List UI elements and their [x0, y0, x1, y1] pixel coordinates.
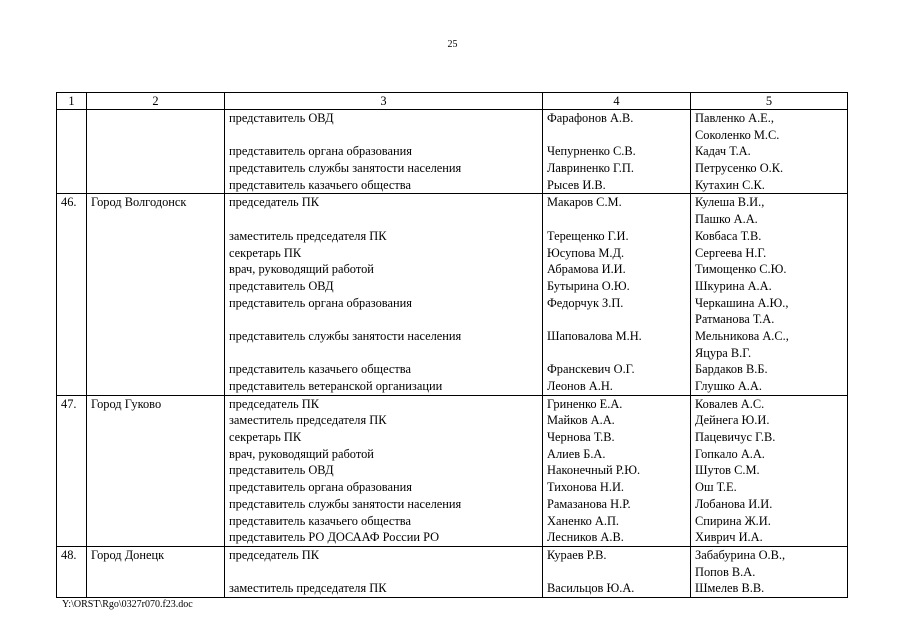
reserves-cell — [691, 110, 848, 194]
spacer-line — [229, 311, 542, 328]
role-text: представитель органа образования — [229, 480, 412, 495]
reserves-cell — [691, 395, 848, 546]
reserve-name: Шкурина А.А. — [695, 278, 772, 293]
column-header-5: 5 — [691, 93, 848, 110]
file-path-footer: Y:\ORST\Rgo\0327r070.f23.doc — [62, 599, 193, 610]
member-name: Чернова Т.В. — [547, 430, 615, 445]
reserve-name: Тимощенко С.Ю. — [695, 262, 787, 277]
reserve-name: Ковбаса Т.В. — [695, 228, 762, 243]
member-name: Лесников А.В. — [547, 530, 624, 545]
table-body — [57, 110, 848, 598]
reserve-name: Хиврич И.А. — [695, 530, 763, 545]
reserves-cell — [691, 194, 848, 395]
spacer-line — [547, 127, 690, 144]
members-cell — [543, 395, 691, 546]
role-text: представитель ОВД — [229, 111, 334, 125]
role-text: представитель ОВД — [229, 463, 334, 478]
reserve-name: Шмелев В.В. — [695, 581, 765, 596]
table-row — [57, 110, 848, 194]
spacer-line — [229, 345, 542, 362]
member-name: Ханенко А.П. — [547, 513, 619, 528]
spacer-line — [547, 564, 690, 581]
roles-cell — [225, 194, 543, 395]
roles-cell — [225, 395, 543, 546]
municipality-name — [87, 110, 225, 194]
role-text: представитель казачьего общества — [229, 513, 411, 528]
members-cell — [543, 110, 691, 194]
reserves-cell — [691, 546, 848, 597]
row-number: 47. — [57, 395, 87, 546]
reserve-name: Соколенко М.С. — [695, 127, 780, 142]
spacer-line — [547, 345, 690, 362]
members-cell — [543, 546, 691, 597]
reserve-name: Мельникова А.С., — [695, 328, 789, 343]
reserve-name: Шутов С.М. — [695, 463, 760, 478]
member-name: Рысев И.В. — [547, 177, 606, 192]
reserve-name: Лобанова И.И. — [695, 496, 773, 511]
role-text: заместитель председателя ПК — [229, 581, 387, 596]
role-text: представитель РО ДОСААФ России РО — [229, 530, 440, 545]
role-text: представитель органа образования — [229, 144, 412, 159]
row-number: 46. — [57, 194, 87, 395]
role-text: секретарь ПК — [229, 245, 302, 260]
reserve-name: Пацевичус Г.В. — [695, 430, 776, 445]
role-text: представитель службы занятости населения — [229, 328, 462, 343]
reserve-name: Ковалев А.С. — [695, 396, 765, 411]
member-name: Фарафонов А.В. — [547, 111, 634, 125]
reserve-name: Бардаков В.Б. — [695, 362, 768, 377]
member-name: Терещенко Г.И. — [547, 228, 629, 243]
reserve-name: Глушко А.А. — [695, 379, 762, 393]
commission-table — [56, 92, 848, 598]
roles-cell — [225, 110, 543, 194]
reserve-name: Спирина Ж.И. — [695, 513, 771, 528]
role-text: представитель казачьего общества — [229, 177, 411, 192]
reserve-name: Петрусенко О.К. — [695, 161, 784, 176]
reserve-name: Кадач Т.А. — [695, 144, 751, 159]
reserve-name: Ратманова Т.А. — [695, 312, 775, 327]
members-cell — [543, 194, 691, 395]
member-name: Тихонова Н.И. — [547, 480, 625, 495]
reserve-name: Ош Т.Е. — [695, 480, 737, 495]
role-text: врач, руководящий работой — [229, 446, 374, 461]
reserve-name: Павленко А.Е., — [695, 111, 774, 125]
spacer-line — [547, 311, 690, 328]
role-text: представитель казачьего общества — [229, 362, 411, 377]
member-name: Кураев Р.В. — [547, 547, 607, 562]
reserve-name: Пашко А.А. — [695, 212, 758, 227]
member-name: Наконечный Р.Ю. — [547, 463, 641, 478]
reserve-name: Дейнега Ю.И. — [695, 413, 770, 428]
member-name: Гриненко Е.А. — [547, 396, 623, 411]
roles-cell — [225, 546, 543, 597]
column-header-3: 3 — [225, 93, 543, 110]
role-text: председатель ПК — [229, 396, 319, 411]
role-text: председатель ПК — [229, 547, 319, 562]
header-row — [57, 93, 848, 110]
member-name: Шаповалова М.Н. — [547, 328, 642, 343]
member-name: Франскевич О.Г. — [547, 362, 635, 377]
role-text: представитель ОВД — [229, 278, 334, 293]
reserve-name: Черкашина А.Ю., — [695, 295, 789, 310]
member-name: Макаров С.М. — [547, 195, 622, 210]
spacer-line — [229, 211, 542, 228]
reserve-name: Сергеева Н.Г. — [695, 245, 767, 260]
member-name: Лавриненко Г.П. — [547, 161, 634, 176]
member-name: Алиев Б.А. — [547, 446, 606, 461]
member-name: Федорчук З.П. — [547, 295, 624, 310]
spacer-line — [547, 211, 690, 228]
reserve-name: Гопкало А.А. — [695, 446, 765, 461]
column-header-2: 2 — [87, 93, 225, 110]
reserve-name: Забабурина О.В., — [695, 547, 786, 562]
reserve-name: Попов В.А. — [695, 564, 756, 579]
table-row — [57, 194, 848, 395]
spacer-line — [229, 127, 542, 144]
role-text: представитель службы занятости населения — [229, 161, 462, 176]
role-text: председатель ПК — [229, 195, 319, 210]
member-name: Абрамова И.И. — [547, 262, 626, 277]
role-text: представитель ветеранской организации — [229, 379, 443, 393]
role-text: врач, руководящий работой — [229, 262, 374, 277]
row-number — [57, 110, 87, 194]
role-text: представитель органа образования — [229, 295, 412, 310]
member-name: Рамазанова Н.Р. — [547, 496, 631, 511]
table-row — [57, 395, 848, 546]
member-name: Юсупова М.Д. — [547, 245, 625, 260]
row-number: 48. — [57, 546, 87, 597]
role-text: заместитель председателя ПК — [229, 228, 387, 243]
municipality-name: Город Гуково — [87, 395, 225, 546]
member-name: Бутырина О.Ю. — [547, 278, 630, 293]
member-name: Чепурненко С.В. — [547, 144, 636, 159]
member-name: Васильцов Ю.А. — [547, 581, 635, 596]
member-name: Майков А.А. — [547, 413, 615, 428]
role-text: представитель службы занятости населения — [229, 496, 462, 511]
table-row — [57, 546, 848, 597]
page-number: 25 — [447, 39, 458, 50]
role-text: заместитель председателя ПК — [229, 413, 387, 428]
municipality-name: Город Донецк — [87, 546, 225, 597]
member-name: Леонов А.Н. — [547, 379, 613, 393]
reserve-name: Кутахин С.К. — [695, 177, 765, 192]
reserve-name: Кулеша В.И., — [695, 195, 765, 210]
reserve-name: Яцура В.Г. — [695, 345, 752, 360]
column-header-1: 1 — [57, 93, 87, 110]
role-text: секретарь ПК — [229, 430, 302, 445]
spacer-line — [229, 564, 542, 581]
column-header-4: 4 — [543, 93, 691, 110]
municipality-name: Город Волгодонск — [87, 194, 225, 395]
